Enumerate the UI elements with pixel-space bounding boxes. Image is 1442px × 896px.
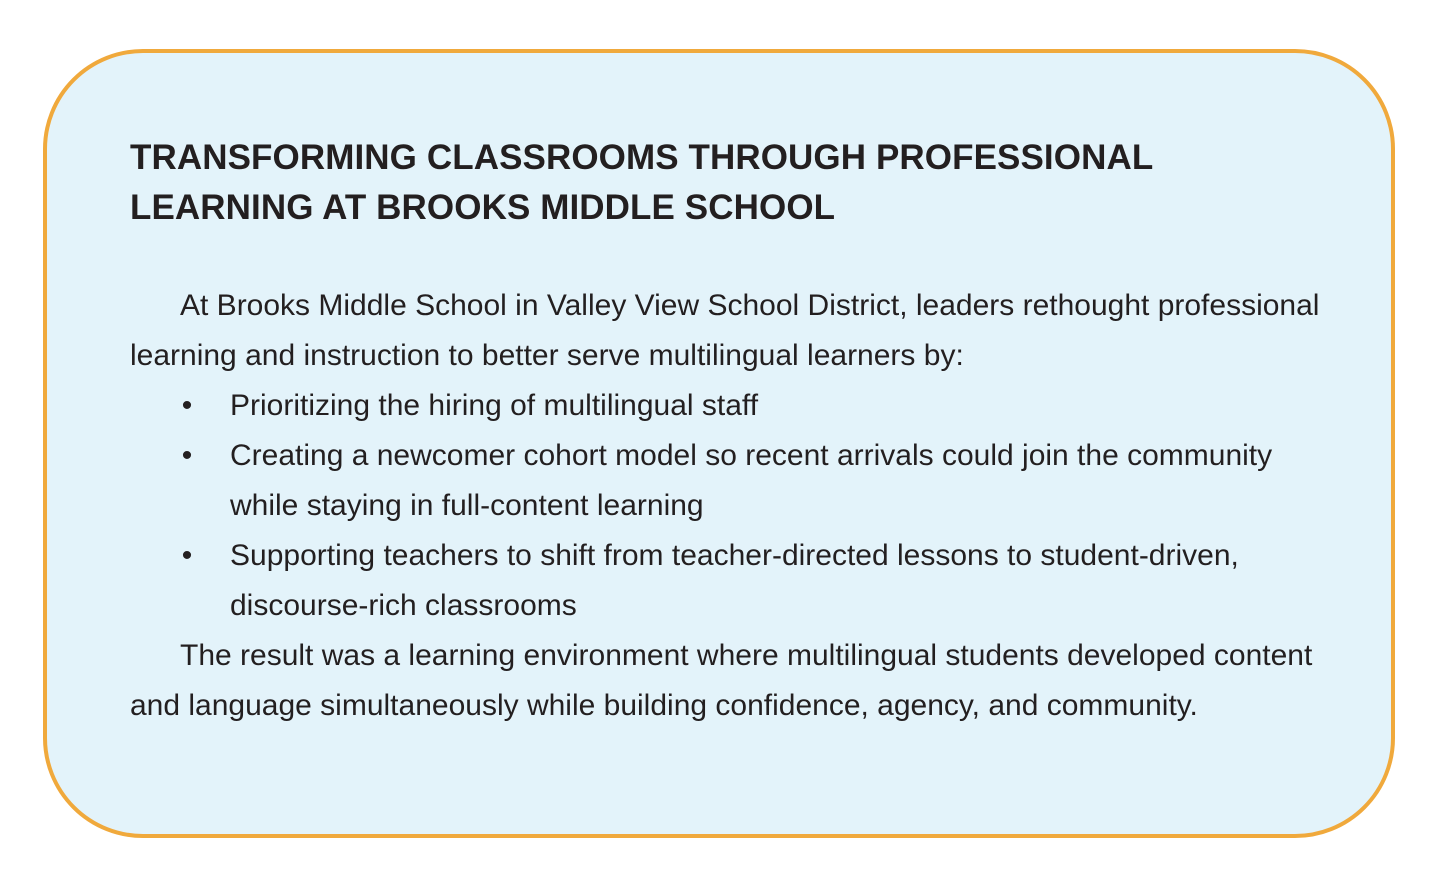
- callout-title-line-2: LEARNING AT BROOKS MIDDLE SCHOOL: [130, 188, 836, 227]
- bullet-text: Supporting teachers to shift from teacher-directed lessons to student-driven, discourse-rich classrooms: [230, 539, 1239, 622]
- intro-paragraph: At Brooks Middle School in Valley View School District, leaders rethought professional learning and instruction to better serve multilingual learners by:: [130, 289, 1320, 372]
- bullet-item: [130, 531, 1345, 631]
- bullet-item: [130, 381, 1345, 431]
- bullet-text: Prioritizing the hiring of multilingual staff: [230, 389, 759, 422]
- bullet-text: Creating a newcomer cohort model so recent arrivals could join the community while staying in full-content learning: [230, 439, 1273, 522]
- callout-title: [130, 133, 1345, 233]
- bullet-icon: •: [181, 389, 193, 422]
- callout-body: [130, 281, 1345, 731]
- bullet-icon: •: [181, 439, 193, 472]
- conclusion-paragraph: The result was a learning environment where multilingual students developed content and language simultaneously while building confidence, agency, and community.: [130, 639, 1313, 722]
- bullet-list: [130, 381, 1345, 631]
- bullet-item: [130, 431, 1345, 531]
- callout-title-line-1: TRANSFORMING CLASSROOMS THROUGH PROFESSIONAL: [130, 138, 1154, 177]
- bullet-icon: •: [181, 539, 193, 572]
- callout-box: [43, 49, 1395, 838]
- callout-content: [130, 133, 1345, 731]
